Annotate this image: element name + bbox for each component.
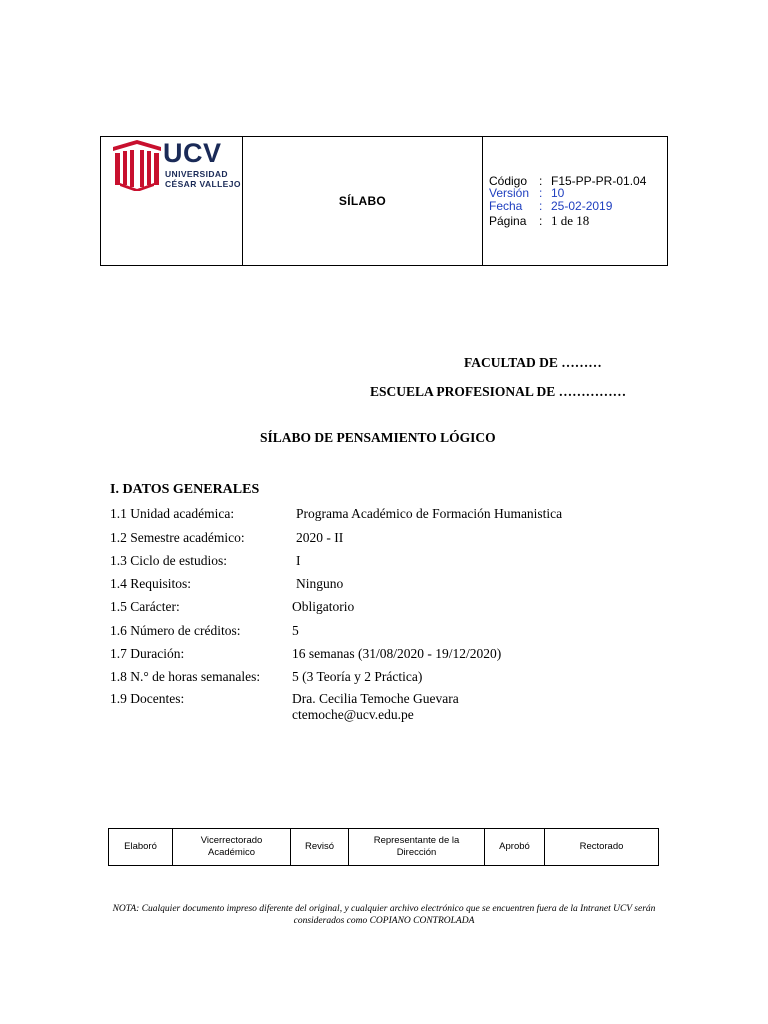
document-title: SÍLABO <box>243 137 483 265</box>
datos-label: 1.7 Duración: <box>110 646 185 661</box>
logo-cell <box>101 137 243 265</box>
meta-value: 1 de 18 <box>551 213 590 228</box>
datos-label: 1.4 Requisitos: <box>110 576 192 591</box>
signature-cell: Vicerrectorado Académico <box>173 829 291 865</box>
signature-cell: Rectorado <box>579 841 624 852</box>
datos-value: 16 semanas (31/08/2020 - 19/12/2020) <box>292 646 502 661</box>
signature-cell: Aprobó <box>485 829 545 865</box>
datos-label: 1.2 Semestre académico: <box>110 530 245 545</box>
meta-version <box>489 186 564 200</box>
meta-key: Fecha <box>489 199 523 213</box>
datos-value: I <box>296 553 301 568</box>
meta-value: 25-02-2019 <box>551 199 613 213</box>
meta-pagina <box>489 213 589 229</box>
document-meta <box>483 137 667 265</box>
signature-cell: Revisó <box>291 829 349 865</box>
meta-value: 10 <box>551 186 565 200</box>
silabo-title: SÍLABO DE PENSAMIENTO LÓGICO <box>260 430 496 445</box>
meta-sep: : <box>539 174 543 188</box>
meta-value: F15-PP-PR-01.04 <box>551 174 647 188</box>
logo-line-2: CÉSAR VALLEJO <box>165 179 241 189</box>
footer-note: NOTA: Cualquier documento impreso diferente del original, y cualquier archivo electrónico que se encuentren fuera de la Intranet UCV serán considerados como COPIANO CONTROLADA <box>112 904 656 926</box>
ucv-logo-icon <box>111 139 163 191</box>
meta-sep: : <box>539 214 543 228</box>
datos-value: Programa Académico de Formación Humanistica <box>296 506 563 521</box>
datos-value: Dra. Cecilia Temoche Guevara <box>292 691 459 706</box>
logo-brand: UCV <box>163 138 222 168</box>
datos-value: 5 (3 Teoría y 2 Práctica) <box>292 669 423 684</box>
meta-key: Página <box>489 214 527 228</box>
logo-line-1: UNIVERSIDAD <box>165 169 228 179</box>
meta-sep: : <box>539 199 543 213</box>
datos-value: Ninguno <box>296 576 344 591</box>
meta-fecha <box>489 199 612 213</box>
signature-cell: Representante de la Dirección <box>349 829 485 865</box>
datos-label: 1.6 Número de créditos: <box>110 623 241 638</box>
datos-label: 1.1 Unidad académica: <box>110 506 235 521</box>
meta-key: Código <box>489 174 528 188</box>
signature-cell: Elaboró <box>109 829 173 865</box>
datos-label: 1.8 N.° de horas semanales: <box>110 669 261 684</box>
datos-label: 1.3 Ciclo de estudios: <box>110 553 227 568</box>
datos-label: 1.5 Carácter: <box>110 599 180 614</box>
meta-sep: : <box>539 186 543 200</box>
document-header <box>100 136 668 266</box>
datos-value: 2020 - II <box>296 530 344 545</box>
escuela-heading: ESCUELA PROFESIONAL DE …………… <box>370 384 627 399</box>
docente-email: ctemoche@ucv.edu.pe <box>292 707 414 722</box>
facultad-heading: FACULTAD DE ……… <box>464 355 602 370</box>
datos-value: Obligatorio <box>292 599 355 614</box>
datos-label: 1.9 Docentes: <box>110 691 185 706</box>
datos-value: 5 <box>292 623 299 638</box>
meta-key: Versión <box>489 186 530 200</box>
section-title: I. DATOS GENERALES <box>110 482 260 497</box>
signature-table <box>108 828 659 866</box>
